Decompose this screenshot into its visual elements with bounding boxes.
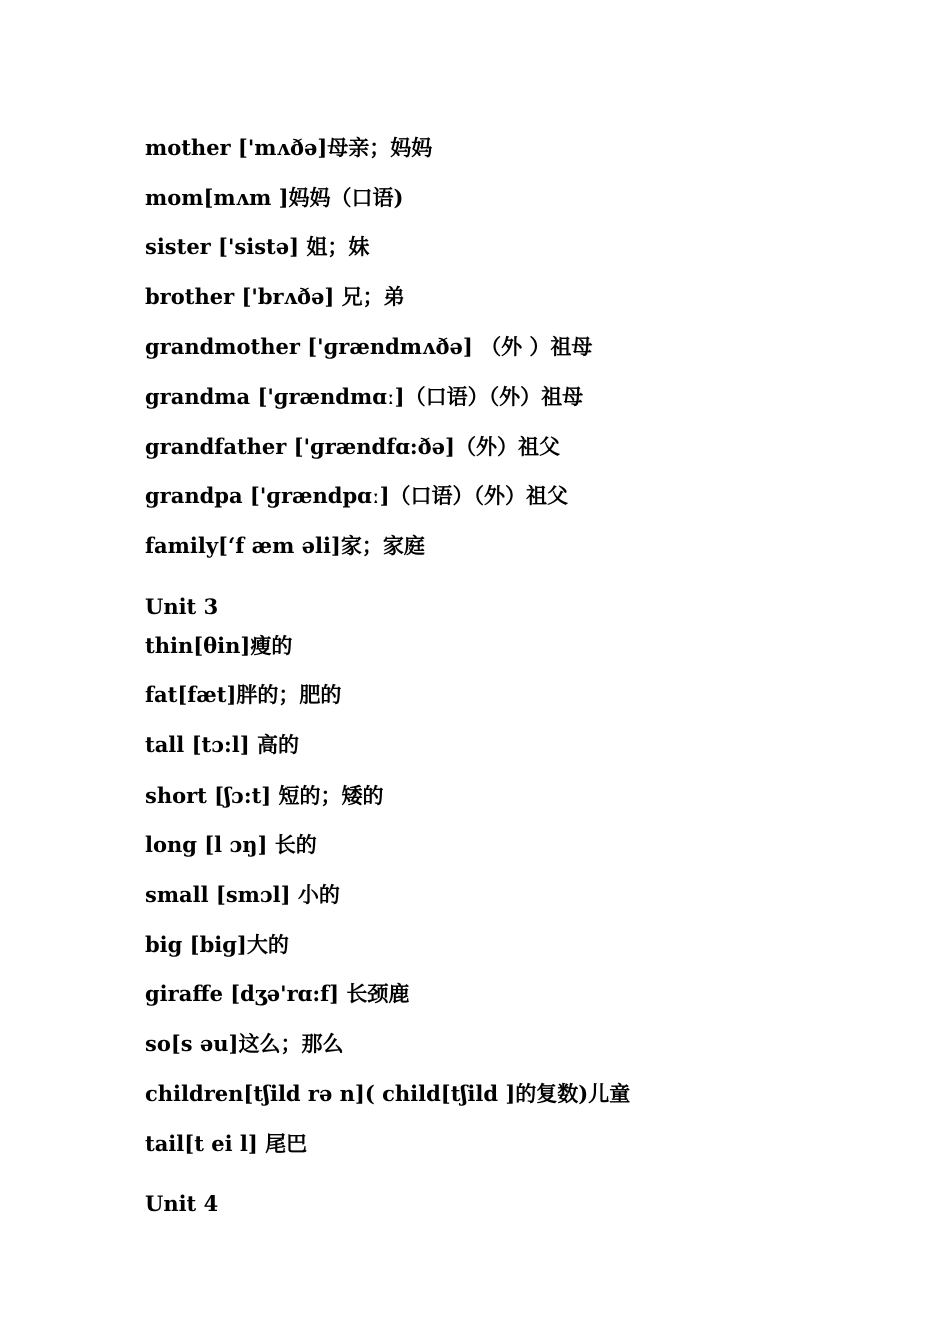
vocab-entry-grandpa: grandpa ['ɡrændpɑː]（口语）（外）祖父	[145, 483, 569, 508]
vocab-entry-tall: tall [tɔ:l] 高的	[145, 732, 299, 757]
vocab-entry-tail: tail[t ei l] 尾巴	[145, 1131, 308, 1156]
unit-3-heading: Unit 3	[145, 594, 219, 619]
vocab-entry-fat: fat[fæt]胖的；肥的	[145, 682, 342, 707]
vocab-entry-small: small [smɔl] 小的	[145, 882, 340, 907]
vocab-entry-grandma: grandma ['ɡrændmɑː]（口语）（外）祖母	[145, 384, 584, 409]
vocab-entry-big: big [biɡ]大的	[145, 932, 289, 957]
vocab-entry-grandfather: grandfather ['ɡrændfɑ:ðə]（外）祖父	[145, 434, 560, 459]
vocab-entry-short: short [ʃɔ:t] 短的；矮的	[145, 783, 384, 808]
vocab-entry-long: long [l ɔŋ] 长的	[145, 832, 317, 857]
vocab-entry-so: so[s əu]这么；那么	[145, 1031, 344, 1056]
vocab-entry-grandmother: grandmother ['ɡrændmʌðə] （外 ）祖母	[145, 334, 593, 359]
vocab-entry-mother: mother ['mʌðə]母亲；妈妈	[145, 135, 433, 160]
vocab-entry-children: children[tʃild rə n]( child[tʃild ]的复数)儿童	[145, 1081, 631, 1106]
vocab-entry-giraffe: giraffe [dʒə'rɑ:f] 长颈鹿	[145, 981, 410, 1006]
vocab-entry-brother: brother ['brʌðə] 兄；弟	[145, 284, 405, 309]
vocab-entry-sister: sister ['sistə] 姐；妹	[145, 234, 370, 259]
unit-4-heading: Unit 4	[145, 1191, 219, 1216]
vocab-entry-thin: thin[θin]瘦的	[145, 633, 293, 658]
vocab-entry-mom: mom[mʌm ]妈妈（口语)	[145, 185, 404, 210]
vocab-entry-family: family[‘f æm əli]家；家庭	[145, 533, 425, 558]
